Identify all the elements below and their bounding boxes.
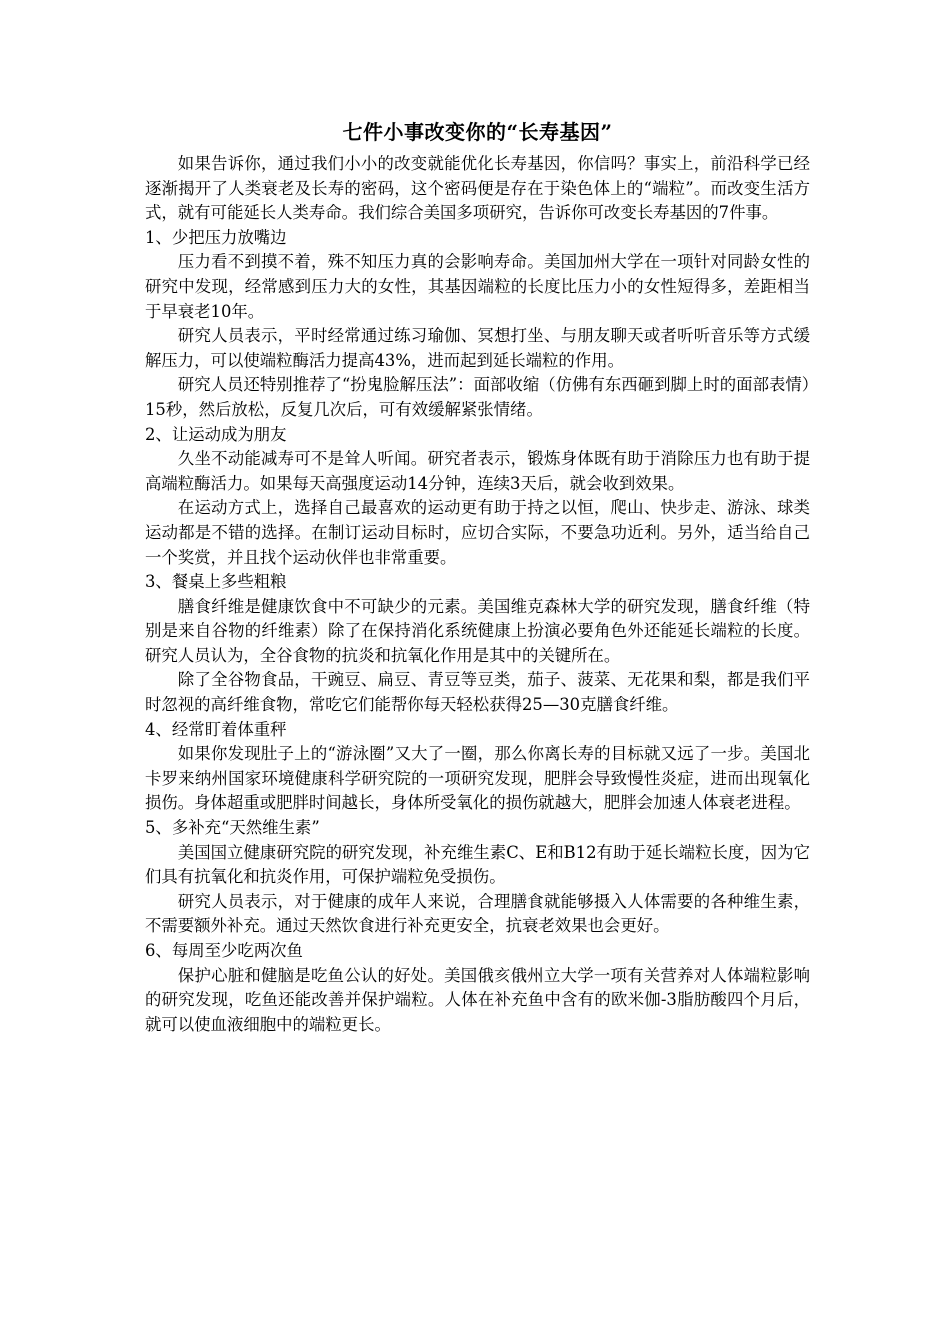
section-heading-6: 6、每周至少吃两次鱼	[145, 941, 303, 960]
section-heading-1: 1、少把压力放嘴边	[145, 227, 287, 247]
section-1-paragraph-3: 研究人员还特别推荐了“扮鬼脸解压法”：面部收缩（仿佛有东西砸到脚上时的面部表情）15秒，然后放松，反复几次后，可有效缓解紧张情绪。	[145, 375, 810, 419]
document-page	[145, 112, 810, 1037]
section-2-paragraph-2: 在运动方式上，选择自己最喜欢的运动更有助于持之以恒，爬山、快步走、游泳、球类运动都是不错的选择。在制订运动目标时，应切合实际，不要急功近利。另外，适当给自己一个奖赏，并且找个运动伙伴也非常重要。	[145, 498, 810, 567]
section-heading-2: 2、让运动成为朋友	[145, 424, 287, 444]
section-4-paragraph-1: 如果你发现肚子上的“游泳圈”又大了一圈，那么你离长寿的目标就又远了一步。美国北卡罗来纳州国家环境健康科学研究院的一项研究发现，肥胖会导致慢性炎症，进而出现氧化损伤。身体超重或肥胖时间越长，身体所受氧化的损伤就越大，肥胖会加速人体衰老进程。	[145, 744, 810, 813]
section-5-paragraph-1: 美国国立健康研究院的研究发现，补充维生素C、E和B12有助于延长端粒长度，因为它们具有抗氧化和抗炎作用，可保护端粒免受损伤。	[145, 842, 810, 887]
section-2-paragraph-1: 久坐不动能减寿可不是耸人听闻。研究者表示，锻炼身体既有助于消除压力也有助于提高端粒酶活力。如果每天高强度运动14分钟，连续3天后，就会收到效果。	[145, 449, 810, 493]
section-3-paragraph-2: 除了全谷物食品，干豌豆、扁豆、青豆等豆类，茄子、菠菜、无花果和梨，都是我们平时忽视的高纤维食物，常吃它们能帮你每天轻松获得25—30克膳食纤维。	[145, 670, 810, 715]
intro-paragraph: 如果告诉你，通过我们小小的改变就能优化长寿基因，你信吗？事实上，前沿科学已经逐渐揭开了人类衰老及长寿的密码，这个密码便是存在于染色体上的“端粒”。而改变生活方式，就有可能延长人类寿命。我们综合美国多项研究，告诉你可改变长寿基因的7件事。	[145, 154, 810, 223]
section-heading-4: 4、经常盯着体重秤	[145, 719, 287, 739]
section-6-paragraph-1: 保护心脏和健脑是吃鱼公认的好处。美国俄亥俄州立大学一项有关营养对人体端粒影响的研究发现，吃鱼还能改善并保护端粒。人体在补充鱼中含有的欧米伽-3脂肪酸四个月后，就可以使血液细胞中的端粒更长。	[145, 965, 810, 1034]
document-body	[145, 152, 810, 1037]
section-5-paragraph-2: 研究人员表示，对于健康的成年人来说，合理膳食就能够摄入人体需要的各种维生素，不需要额外补充。通过天然饮食进行补充更安全，抗衰老效果也会更好。	[145, 891, 810, 936]
section-1-paragraph-1: 压力看不到摸不着，殊不知压力真的会影响寿命。美国加州大学在一项针对同龄女性的研究中发现，经常感到压力大的女性，其基因端粒的长度比压力小的女性短得多，差距相当于早衰老10年。	[145, 252, 810, 321]
section-3-paragraph-1: 膳食纤维是健康饮食中不可缺少的元素。美国维克森林大学的研究发现，膳食纤维（特别是来自谷物的纤维素）除了在保持消化系统健康上扮演必要角色外还能延长端粒的长度。研究人员认为，全谷食物的抗炎和抗氧化作用是其中的关键所在。	[145, 596, 810, 665]
section-heading-3: 3、餐桌上多些粗粮	[145, 572, 287, 592]
section-1-paragraph-2: 研究人员表示，平时经常通过练习瑜伽、冥想打坐、与朋友聊天或者听听音乐等方式缓解压力，可以使端粒酶活力提高43%，进而起到延长端粒的作用。	[145, 326, 810, 370]
document-title: 七件小事改变你的“长寿基因”	[342, 120, 613, 144]
section-heading-5: 5、多补充“天然维生素”	[145, 818, 320, 838]
